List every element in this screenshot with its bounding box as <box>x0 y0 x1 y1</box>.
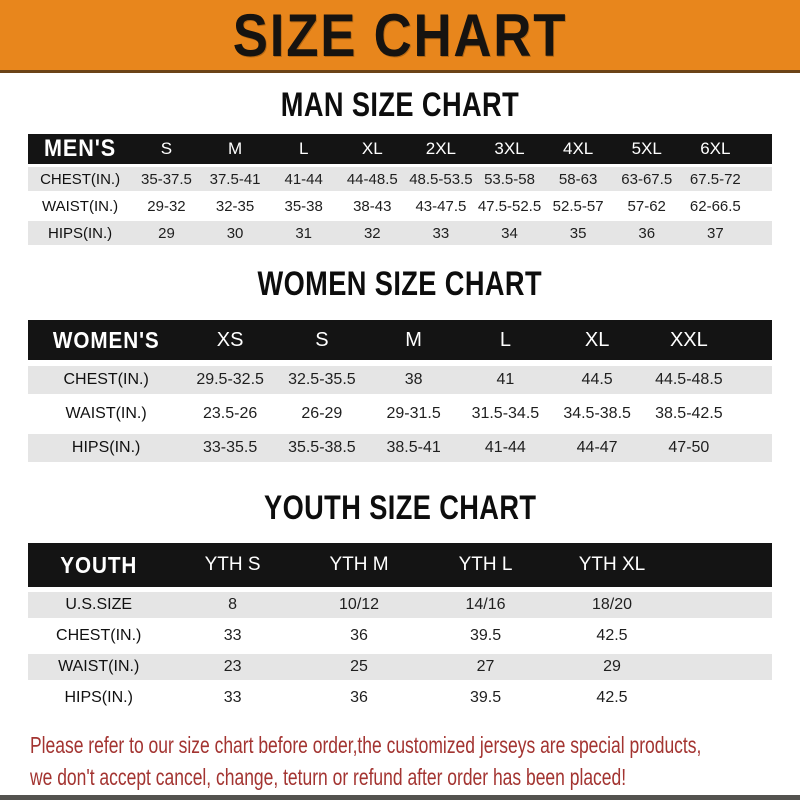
size-value: 29-31.5 <box>368 400 460 428</box>
row-filler-cell <box>750 221 772 245</box>
row-filler-cell <box>675 623 772 649</box>
size-value: 34.5-38.5 <box>551 400 643 428</box>
size-value: 52.5-57 <box>544 194 613 218</box>
size-value: 42.5 <box>549 623 675 649</box>
page-title: SIZE CHART <box>232 1 568 69</box>
size-value: 63-67.5 <box>612 167 681 191</box>
table-row <box>28 685 772 711</box>
size-value: 23 <box>169 654 295 680</box>
table-corner-label <box>28 134 132 164</box>
row-filler-cell <box>675 685 772 711</box>
row-label: U.S.SIZE <box>28 592 169 618</box>
size-value: 33 <box>169 685 295 711</box>
row-filler-cell <box>675 654 772 680</box>
size-column-header: 2XL <box>407 134 476 164</box>
size-column-header: YTH L <box>422 543 548 587</box>
table-corner-label-text: MEN'S <box>44 135 117 162</box>
size-value: 8 <box>169 592 295 618</box>
row-label: CHEST(IN.) <box>28 623 169 649</box>
bottom-border-bar <box>0 795 800 800</box>
size-value: 39.5 <box>422 623 548 649</box>
size-value: 18/20 <box>549 592 675 618</box>
size-column-header: 3XL <box>475 134 544 164</box>
size-column-header: L <box>269 134 338 164</box>
size-value: 35 <box>544 221 613 245</box>
row-label: CHEST(IN.) <box>28 366 184 394</box>
table-row <box>28 194 772 218</box>
table-header-row <box>28 320 772 360</box>
size-value: 25 <box>296 654 422 680</box>
size-column-header: YTH S <box>169 543 295 587</box>
row-label: WAIST(IN.) <box>28 194 132 218</box>
size-value: 10/12 <box>296 592 422 618</box>
size-value: 36 <box>612 221 681 245</box>
size-value: 58-63 <box>544 167 613 191</box>
size-value: 35.5-38.5 <box>276 434 368 462</box>
footer-notice <box>0 729 800 793</box>
size-value: 44-48.5 <box>338 167 407 191</box>
size-value: 33-35.5 <box>184 434 276 462</box>
header-filler-cell <box>750 134 772 164</box>
size-value: 47.5-52.5 <box>475 194 544 218</box>
row-filler-cell <box>735 366 772 394</box>
size-value: 57-62 <box>612 194 681 218</box>
size-value: 39.5 <box>422 685 548 711</box>
section-heading <box>0 87 800 123</box>
size-value: 38.5-41 <box>368 434 460 462</box>
size-value: 37 <box>681 221 750 245</box>
section-heading <box>0 266 800 302</box>
size-value: 38-43 <box>338 194 407 218</box>
size-value: 41-44 <box>460 434 552 462</box>
size-value: 41 <box>460 366 552 394</box>
row-filler-cell <box>735 434 772 462</box>
row-filler-cell <box>750 167 772 191</box>
header-filler-cell <box>735 320 772 360</box>
size-table <box>28 538 772 716</box>
size-value: 29-32 <box>132 194 201 218</box>
row-filler-cell <box>675 592 772 618</box>
size-value: 26-29 <box>276 400 368 428</box>
size-value: 31 <box>269 221 338 245</box>
size-value: 14/16 <box>422 592 548 618</box>
size-column-header: M <box>368 320 460 360</box>
notice-line-2: we don't accept cancel, change, teturn or refund after order has been placed! <box>30 764 627 790</box>
size-value: 35-38 <box>269 194 338 218</box>
size-value: 43-47.5 <box>407 194 476 218</box>
size-value: 32-35 <box>201 194 270 218</box>
section-heading-text: YOUTH SIZE CHART <box>263 489 537 527</box>
size-table <box>28 314 772 468</box>
table-row <box>28 366 772 394</box>
size-value: 31.5-34.5 <box>460 400 552 428</box>
size-column-header: 5XL <box>612 134 681 164</box>
size-column-header: YTH XL <box>549 543 675 587</box>
row-label: HIPS(IN.) <box>28 221 132 245</box>
size-value: 33 <box>407 221 476 245</box>
table-row <box>28 434 772 462</box>
table-row <box>28 654 772 680</box>
size-value: 42.5 <box>549 685 675 711</box>
size-value: 47-50 <box>643 434 735 462</box>
size-column-header: YTH M <box>296 543 422 587</box>
table-row <box>28 221 772 245</box>
row-label: WAIST(IN.) <box>28 400 184 428</box>
row-label: CHEST(IN.) <box>28 167 132 191</box>
size-value: 27 <box>422 654 548 680</box>
banner <box>0 0 800 73</box>
size-column-header: S <box>276 320 368 360</box>
table-row <box>28 623 772 649</box>
table-corner-label <box>28 320 184 360</box>
row-label: WAIST(IN.) <box>28 654 169 680</box>
size-value: 62-66.5 <box>681 194 750 218</box>
row-filler-cell <box>750 194 772 218</box>
size-value: 33 <box>169 623 295 649</box>
table-row <box>28 592 772 618</box>
section-heading <box>0 490 800 526</box>
size-value: 38.5-42.5 <box>643 400 735 428</box>
size-column-header: XL <box>551 320 643 360</box>
table-corner-label <box>28 543 169 587</box>
size-column-header: XS <box>184 320 276 360</box>
size-value: 23.5-26 <box>184 400 276 428</box>
size-value: 38 <box>368 366 460 394</box>
size-value: 37.5-41 <box>201 167 270 191</box>
size-value: 32.5-35.5 <box>276 366 368 394</box>
size-value: 35-37.5 <box>132 167 201 191</box>
size-table <box>28 131 772 248</box>
table-row <box>28 167 772 191</box>
size-value: 67.5-72 <box>681 167 750 191</box>
size-column-header: XL <box>338 134 407 164</box>
size-value: 44.5 <box>551 366 643 394</box>
table-header-row <box>28 543 772 587</box>
table-corner-label-text: YOUTH <box>60 551 138 578</box>
section-heading-text: WOMEN SIZE CHART <box>257 265 543 303</box>
size-column-header: XXL <box>643 320 735 360</box>
row-label: HIPS(IN.) <box>28 434 184 462</box>
header-filler-cell <box>675 543 772 587</box>
size-value: 44.5-48.5 <box>643 366 735 394</box>
size-value: 36 <box>296 685 422 711</box>
size-value: 44-47 <box>551 434 643 462</box>
row-label: HIPS(IN.) <box>28 685 169 711</box>
size-value: 41-44 <box>269 167 338 191</box>
size-value: 29 <box>549 654 675 680</box>
size-value: 36 <box>296 623 422 649</box>
section-heading-text: MAN SIZE CHART <box>280 86 520 124</box>
size-tables-area <box>0 73 800 716</box>
size-column-header: 4XL <box>544 134 613 164</box>
size-value: 53.5-58 <box>475 167 544 191</box>
size-column-header: S <box>132 134 201 164</box>
size-value: 30 <box>201 221 270 245</box>
size-column-header: 6XL <box>681 134 750 164</box>
size-value: 32 <box>338 221 407 245</box>
size-value: 29 <box>132 221 201 245</box>
size-value: 34 <box>475 221 544 245</box>
size-column-header: M <box>201 134 270 164</box>
table-row <box>28 400 772 428</box>
row-filler-cell <box>735 400 772 428</box>
size-value: 48.5-53.5 <box>407 167 476 191</box>
notice-line-1: Please refer to our size chart before order,the customized jerseys are special products, <box>30 732 702 758</box>
table-header-row <box>28 134 772 164</box>
size-column-header: L <box>460 320 552 360</box>
size-value: 29.5-32.5 <box>184 366 276 394</box>
table-corner-label-text: WOMEN'S <box>52 326 160 353</box>
